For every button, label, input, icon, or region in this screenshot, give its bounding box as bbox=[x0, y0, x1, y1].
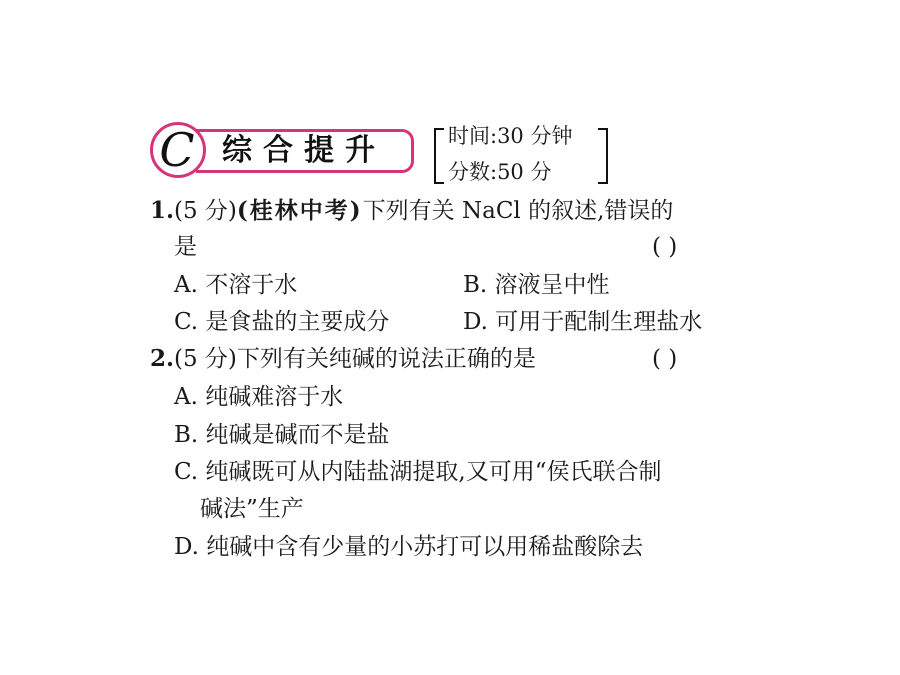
question-2-answer-blank[interactable]: ( ) bbox=[652, 346, 678, 372]
question-2-number: 2. bbox=[150, 345, 175, 372]
question-1-option-d: D. 可用于配制生理盐水 bbox=[463, 309, 703, 335]
meta-bracket-right bbox=[598, 128, 608, 184]
question-1-number: 1. bbox=[150, 197, 175, 224]
question-2-points: (5 分) bbox=[174, 346, 237, 372]
time-limit: 时间:30 分钟 bbox=[448, 124, 573, 148]
question-1-stem: 下列有关 NaCl 的叙述,错误的 bbox=[362, 198, 674, 224]
question-1-option-a: A. 不溶于水 bbox=[174, 272, 298, 298]
question-1-line-1 bbox=[150, 196, 673, 226]
question-1-points: (5 分) bbox=[174, 198, 237, 224]
question-2-option-b: B. 纯碱是碱而不是盐 bbox=[174, 422, 390, 448]
question-2-line-1 bbox=[150, 344, 536, 374]
question-2-option-c-continued: 碱法”生产 bbox=[200, 496, 304, 522]
question-1-option-c: C. 是食盐的主要成分 bbox=[174, 309, 390, 335]
total-score: 分数:50 分 bbox=[448, 160, 552, 184]
question-2-option-c: C. 纯碱既可从内陆盐湖提取,又可用“侯氏联合制 bbox=[174, 459, 662, 485]
meta-bracket-left bbox=[434, 128, 444, 184]
question-2-option-a: A. 纯碱难溶于水 bbox=[174, 384, 344, 410]
section-badge bbox=[150, 122, 206, 178]
question-1-stem-line-2: 是 bbox=[174, 234, 197, 260]
question-2-option-d: D. 纯碱中含有少量的小苏打可以用稀盐酸除去 bbox=[174, 534, 644, 560]
question-1-source: (桂林中考) bbox=[236, 197, 363, 224]
question-1-answer-blank[interactable]: ( ) bbox=[652, 234, 678, 260]
question-1-option-b: B. 溶液呈中性 bbox=[463, 272, 610, 298]
section-badge-letter: C bbox=[159, 123, 195, 177]
section-title: 综合提升 bbox=[222, 133, 386, 168]
question-2-stem: 下列有关纯碱的说法正确的是 bbox=[236, 346, 536, 372]
